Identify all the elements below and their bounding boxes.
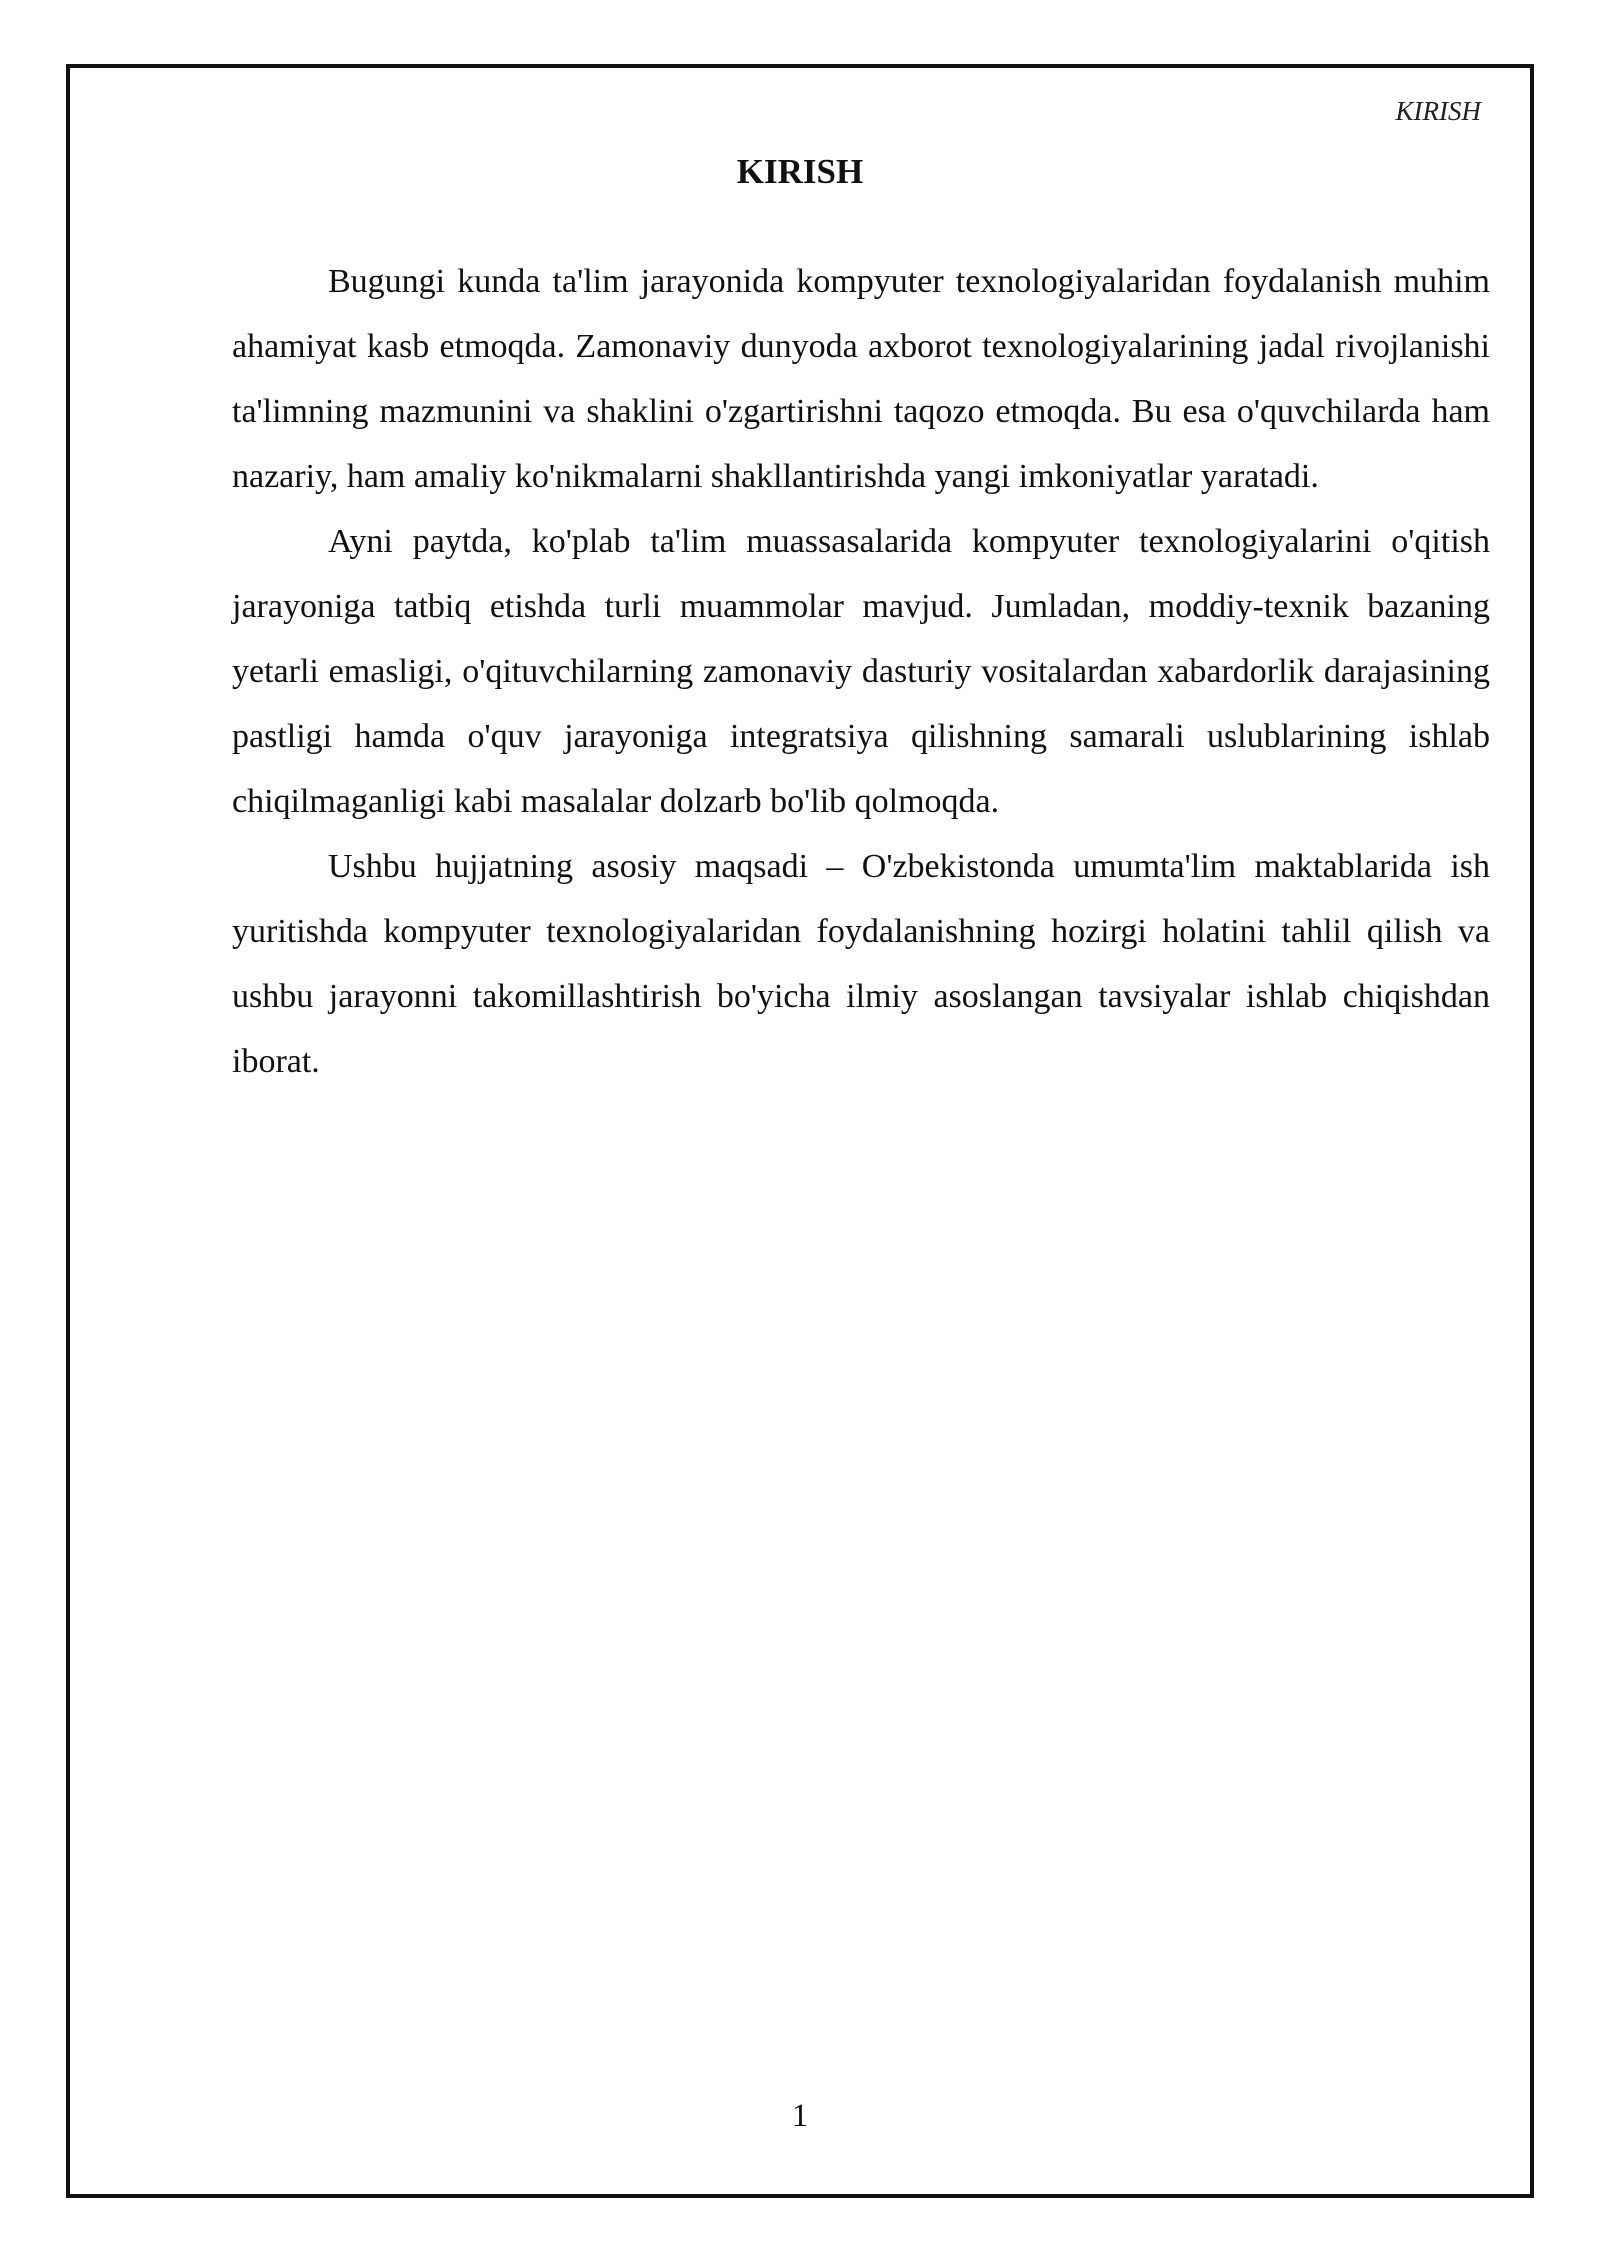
- paragraph-1: Bugungi kunda ta'lim jarayonida kompyuter texnologiyalaridan foydalanish muhim ahamiyat kasb etmoqda. Zamonaviy dunyoda axborot texnologiyalarining jadal rivojlanishi ta'limning mazmunini va shaklini o'zgartirishni taqozo etmoqda. Bu esa o'quvchilarda ham nazariy, ham amaliy ko'nikmalarni shakllantirishda yangi imkoniyatlar yaratadi.: [232, 263, 1490, 495]
- paragraph-2: Ayni paytda, ko'plab ta'lim muassasalarida kompyuter texnologiyalarini o'qitish jarayoniga tatbiq etishda turli muammolar mavjud. Jumladan, moddiy-texnik bazaning yetarli emasligi, o'qituvchilarning zamonaviy dasturiy vositalardan xabardorlik darajasining pastligi hamda o'quv jarayoniga integratsiya qilishning samarali uslublarining ishlab chiqilmaganligi kabi masalalar dolzarb bo'lib qolmoqda.: [232, 523, 1490, 820]
- running-header: KIRISH: [1395, 96, 1481, 126]
- page-frame: [66, 64, 1534, 2198]
- paragraph-3: Ushbu hujjatning asosiy maqsadi – O'zbekistonda umumta'lim maktablarida ish yuritishda kompyuter texnologiyalaridan foydalanishning hozirgi holatini tahlil qilish va ushbu jarayonni takomillashtirish bo'yicha ilmiy asoslangan tavsiyalar ishlab chiqishdan iborat.: [232, 848, 1490, 1080]
- document-title: KIRISH: [736, 152, 864, 191]
- page-number: 1: [791, 2098, 809, 2134]
- document-body: [232, 249, 1490, 1094]
